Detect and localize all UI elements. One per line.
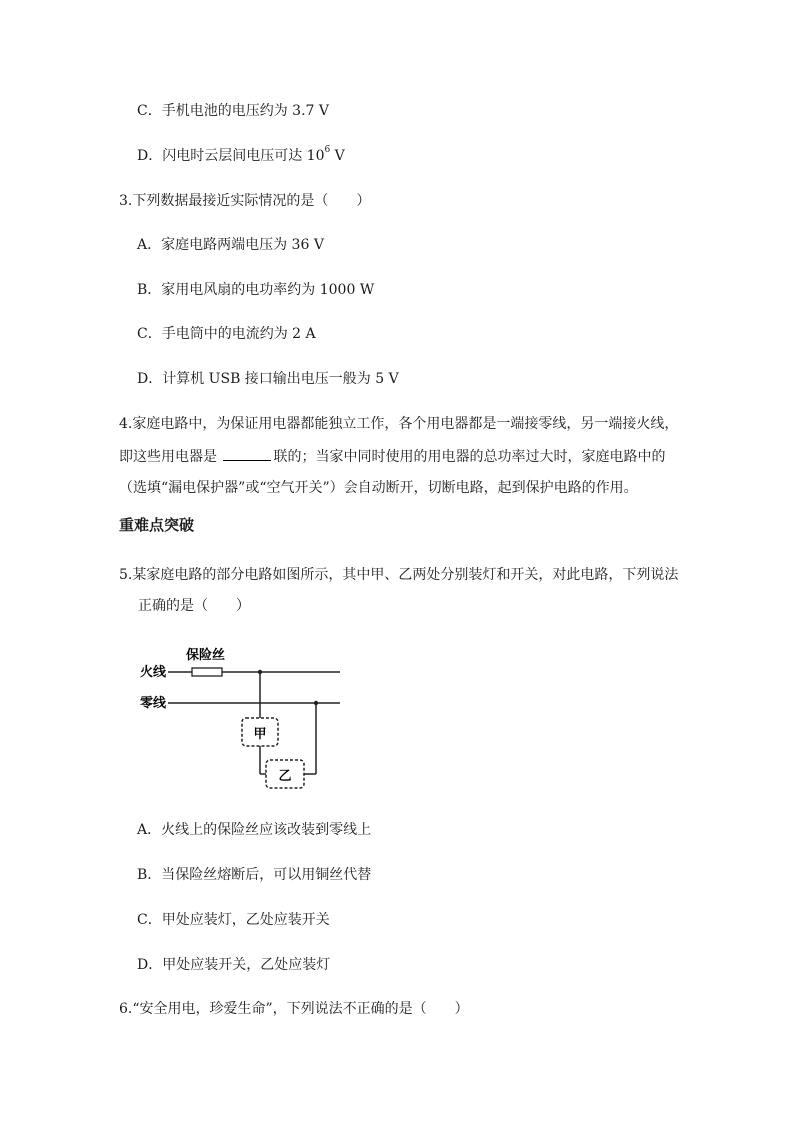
circuit-diagram — [136, 644, 356, 794]
q3-option-b: B．家用电风扇的电功率约为 1000 W — [137, 282, 375, 298]
q5-stem-line-1: 5.某家庭电路的部分电路如图所示，其中甲、乙两处分别装灯和开关，对此电路，下列说法 — [119, 567, 679, 583]
q5-option-d: D．甲处应装开关，乙处应装灯 — [137, 957, 331, 973]
q5-option-b: B．当保险丝熔断后，可以用铜丝代替 — [137, 867, 372, 883]
fuse — [192, 668, 222, 676]
fuse-label: 保险丝 — [186, 648, 226, 663]
q3-option-c: C．手电筒中的电流约为 2 A — [137, 326, 316, 342]
q2-option-c: C．手机电池的电压约为 3.7 V — [137, 103, 329, 119]
q2-option-d: D．闪电时云层间电压可达 $10^6$ V — [137, 145, 345, 164]
neutral-wire-label: 零线 — [140, 696, 167, 711]
answer-blank — [223, 446, 271, 461]
q3-stem: 3.下列数据最接近实际情况的是（ ） — [119, 193, 371, 209]
q4-line-3: （选填“漏电保护器”或“空气开关”）会自动断开，切断电路，起到保护电路的作用。 — [119, 480, 638, 496]
q5-option-a: A．火线上的保险丝应该改装到零线上 — [137, 822, 372, 838]
box-yi-label: 乙 — [278, 769, 292, 784]
q4-line-2: 即这些用电器是 联的；当家中同时使用的用电器的总功率过大时，家庭电路中的 — [119, 446, 665, 467]
live-wire-label: 火线 — [140, 665, 167, 680]
q5-option-c: C．甲处应装灯，乙处应装开关 — [137, 912, 330, 928]
q5-stem-line-2: 正确的是（ ） — [138, 598, 250, 614]
q3-option-a: A．家庭电路两端电压为 36 V — [137, 237, 324, 253]
q3-option-d: D．计算机 USB 接口输出电压一般为 5 V — [137, 371, 399, 387]
section-heading: 重难点突破 — [119, 516, 195, 534]
q4-line-1: 4.家庭电路中，为保证用电器都能独立工作，各个用电器都是一端接零线，另一端接火线， — [119, 416, 679, 432]
box-jia-label: 甲 — [253, 727, 267, 742]
q6-stem: 6.“安全用电，珍爱生命”，下列说法不正确的是（ ） — [119, 1001, 469, 1017]
